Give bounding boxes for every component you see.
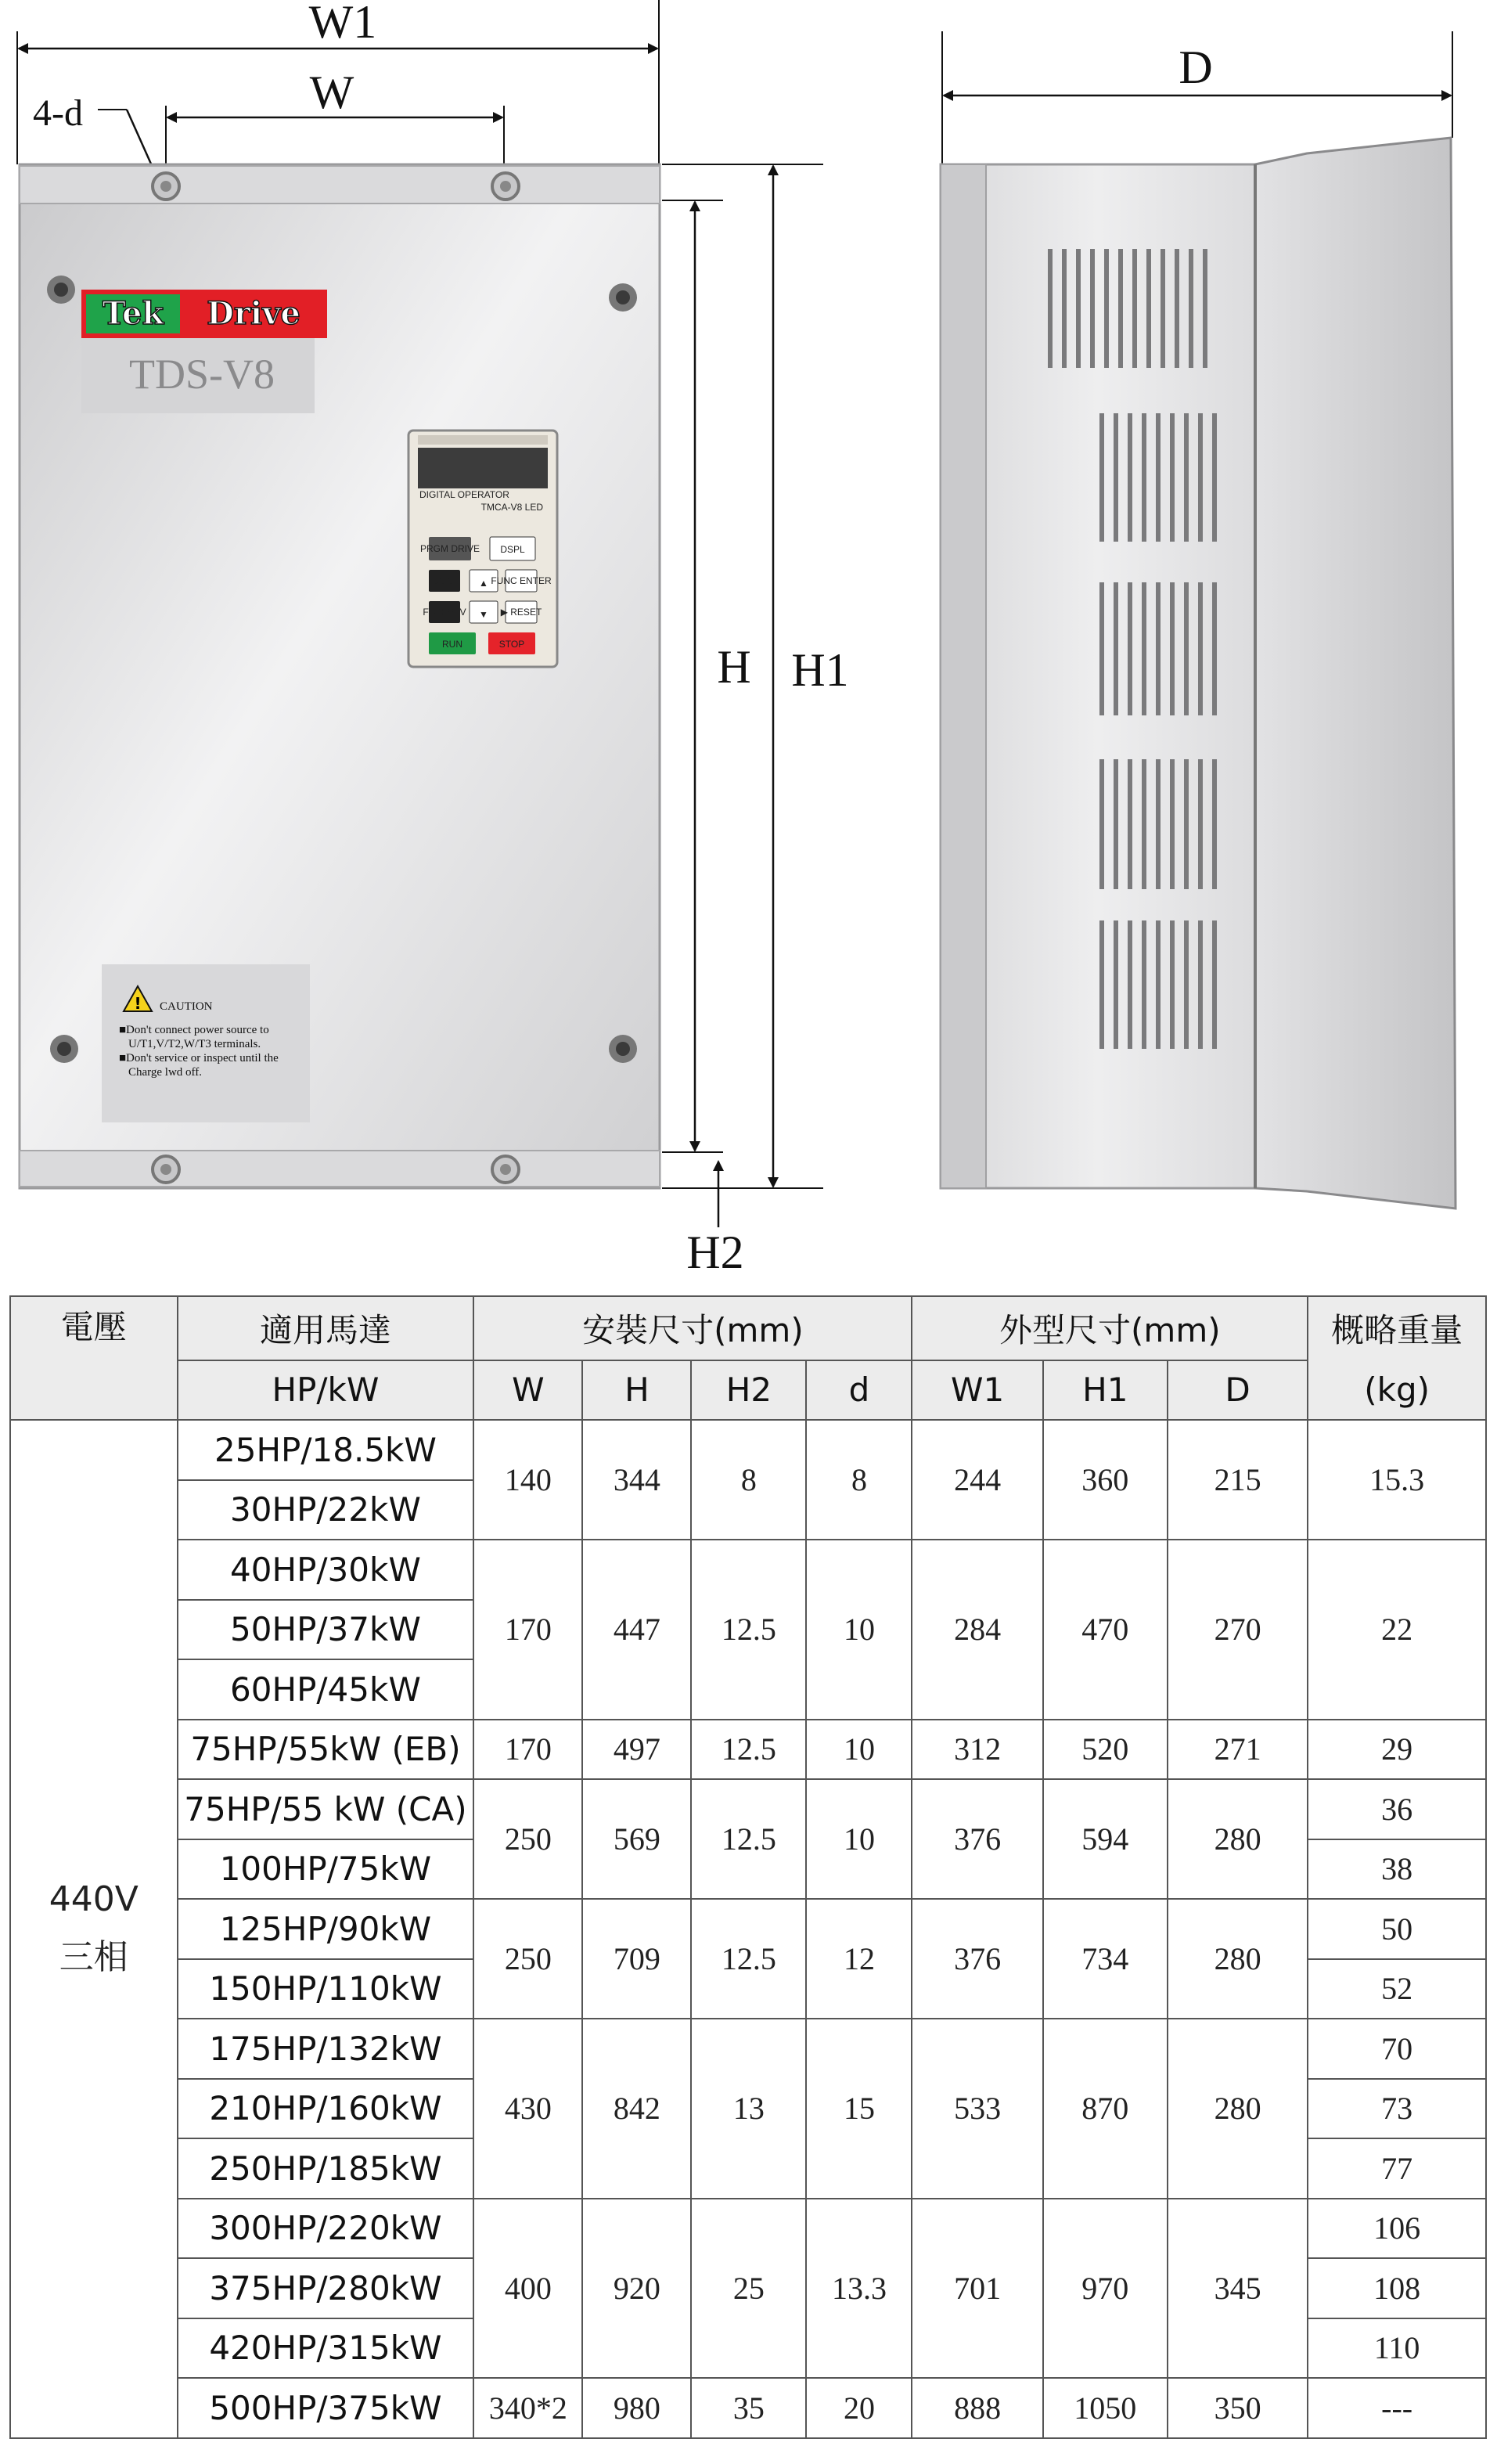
weight-cell: 36 <box>1308 1779 1486 1839</box>
top-mounting-rail <box>20 166 660 204</box>
dim-d: 15 <box>806 2019 912 2199</box>
dim-h: 842 <box>582 2019 691 2199</box>
dim-w1: 312 <box>912 1720 1042 1780</box>
motor-cell: 420HP/315kW <box>178 2318 474 2379</box>
weight-cell: 77 <box>1308 2138 1486 2199</box>
header-motor-unit: HP/kW <box>178 1360 474 1421</box>
motor-cell: 25HP/18.5kW <box>178 1420 474 1480</box>
h-label: H <box>717 641 751 693</box>
header-weight: 概略重量 <box>1308 1296 1486 1360</box>
dim-h: 709 <box>582 1899 691 2019</box>
dim-h1: 870 <box>1043 2019 1168 2199</box>
svg-text:■Don't service or inspect unti: ■Don't service or inspect until the <box>119 1052 279 1064</box>
header-h1: H1 <box>1043 1360 1168 1421</box>
mounting-hole-icon <box>153 173 179 200</box>
operator-title: DIGITAL OPERATOR <box>419 489 509 500</box>
dim-w: 170 <box>473 1540 582 1720</box>
weight-cell: 52 <box>1308 1959 1486 2019</box>
dim-dd: 345 <box>1168 2199 1308 2379</box>
weight-cell: 29 <box>1308 1720 1486 1780</box>
dim-d: 10 <box>806 1540 912 1720</box>
header-d: d <box>806 1360 912 1421</box>
hole-label: 4-d <box>33 92 83 134</box>
dim-h: 447 <box>582 1540 691 1720</box>
brand-logo <box>81 290 327 413</box>
motor-cell: 500HP/375kW <box>178 2378 474 2438</box>
side-view <box>941 31 1456 1209</box>
dim-h2: 13 <box>691 2019 806 2199</box>
dim-h: 344 <box>582 1420 691 1540</box>
svg-text:CAUTION: CAUTION <box>160 1000 213 1013</box>
mounting-hole-icon <box>492 173 519 200</box>
motor-cell: 300HP/220kW <box>178 2199 474 2259</box>
w-label: W <box>309 67 354 118</box>
table-row <box>10 1420 1486 1480</box>
header-h: H <box>582 1360 691 1421</box>
weight-cell: --- <box>1308 2378 1486 2438</box>
dim-d: 12 <box>806 1899 912 2019</box>
motor-cell: 375HP/280kW <box>178 2258 474 2318</box>
dim-w1: 376 <box>912 1779 1042 1899</box>
dim-w1: 284 <box>912 1540 1042 1720</box>
table-row <box>10 2199 1486 2259</box>
dim-w1: 888 <box>912 2378 1042 2438</box>
weight-cell: 50 <box>1308 1899 1486 1959</box>
weight-cell: 70 <box>1308 2019 1486 2079</box>
dim-h2: 12.5 <box>691 1899 806 2019</box>
bottom-mounting-rail <box>20 1151 660 1187</box>
motor-cell: 75HP/55 kW (CA) <box>178 1779 474 1839</box>
header-outline-dims: 外型尺寸(mm) <box>912 1296 1308 1360</box>
dim-h1: 1050 <box>1043 2378 1168 2438</box>
dim-d: 8 <box>806 1420 912 1540</box>
table-row <box>10 1540 1486 1600</box>
header-weight-unit: (kg) <box>1308 1360 1486 1421</box>
dim-w1: 376 <box>912 1899 1042 2019</box>
svg-text:Tek: Tek <box>102 295 164 332</box>
dim-h1: 594 <box>1043 1779 1168 1899</box>
svg-text:▶ RESET: ▶ RESET <box>500 607 542 618</box>
svg-text:FWD REV: FWD REV <box>423 607 466 618</box>
svg-text:FUNC ENTER: FUNC ENTER <box>491 575 552 586</box>
svg-text:▲: ▲ <box>479 578 488 589</box>
h2-label: H2 <box>686 1227 744 1278</box>
weight-cell: 22 <box>1308 1540 1486 1720</box>
svg-text:PRGM DRIVE: PRGM DRIVE <box>419 543 480 554</box>
dim-h2: 25 <box>691 2199 806 2379</box>
weight-cell: 110 <box>1308 2318 1486 2379</box>
dim-dd: 271 <box>1168 1720 1308 1780</box>
header-w: W <box>473 1360 582 1421</box>
screw-icon <box>47 276 75 304</box>
svg-text:DSPL: DSPL <box>500 544 525 555</box>
dim-w1: 244 <box>912 1420 1042 1540</box>
svg-text:U/T1,V/T2,W/T3 terminals.: U/T1,V/T2,W/T3 terminals. <box>128 1038 261 1050</box>
motor-cell: 50HP/37kW <box>178 1600 474 1660</box>
dim-d: 13.3 <box>806 2199 912 2379</box>
weight-cell: 73 <box>1308 2079 1486 2139</box>
weight-cell: 106 <box>1308 2199 1486 2259</box>
led-display <box>418 448 548 488</box>
dim-h: 920 <box>582 2199 691 2379</box>
svg-text:JOG: JOG <box>434 575 455 586</box>
header-voltage: 電壓 <box>10 1296 178 1360</box>
dim-h1: 734 <box>1043 1899 1168 2019</box>
svg-text:■Don't connect power source to: ■Don't connect power source to <box>119 1024 269 1036</box>
motor-cell: 125HP/90kW <box>178 1899 474 1959</box>
dim-w1: 701 <box>912 2199 1042 2379</box>
table-row <box>10 1720 1486 1780</box>
dim-h2: 12.5 <box>691 1779 806 1899</box>
weight-cell: 15.3 <box>1308 1420 1486 1540</box>
dim-h: 497 <box>582 1720 691 1780</box>
header-install-dims: 安裝尺寸(mm) <box>473 1296 912 1360</box>
h1-label: H1 <box>791 644 849 696</box>
dim-dd: 270 <box>1168 1540 1308 1720</box>
operator-subtitle: TMCA-V8 LED <box>480 502 543 513</box>
motor-cell: 150HP/110kW <box>178 1959 474 2019</box>
motor-cell: 250HP/185kW <box>178 2138 474 2199</box>
motor-cell: 40HP/30kW <box>178 1540 474 1600</box>
dim-h: 569 <box>582 1779 691 1899</box>
dim-w: 140 <box>473 1420 582 1540</box>
weight-cell: 108 <box>1308 2258 1486 2318</box>
screw-icon <box>50 1035 78 1063</box>
digital-operator-keypad <box>408 430 557 667</box>
mounting-hole-icon <box>492 1156 519 1183</box>
table-row <box>10 2378 1486 2438</box>
screw-icon <box>609 1035 637 1063</box>
motor-cell: 210HP/160kW <box>178 2079 474 2139</box>
svg-text:Drive: Drive <box>207 295 300 332</box>
side-door <box>1255 138 1456 1209</box>
dim-w: 400 <box>473 2199 582 2379</box>
header-dd: D <box>1168 1360 1308 1421</box>
dim-d: 10 <box>806 1720 912 1780</box>
dim-dd: 215 <box>1168 1420 1308 1540</box>
weight-cell: 38 <box>1308 1839 1486 1900</box>
dim-d: 10 <box>806 1779 912 1899</box>
dim-w: 250 <box>473 1899 582 2019</box>
table-row <box>10 1779 1486 1839</box>
svg-text:Charge lwd off.: Charge lwd off. <box>128 1066 203 1079</box>
dim-h1: 970 <box>1043 2199 1168 2379</box>
w1-label: W1 <box>308 0 377 48</box>
dim-h2: 12.5 <box>691 1540 806 1720</box>
voltage-cell: 440V 三相 <box>10 1420 178 2438</box>
table-row <box>10 2019 1486 2079</box>
svg-text:RUN: RUN <box>442 639 462 650</box>
header-h2: H2 <box>691 1360 806 1421</box>
table-row <box>10 1899 1486 1959</box>
dim-h2: 35 <box>691 2378 806 2438</box>
motor-cell: 60HP/45kW <box>178 1659 474 1720</box>
mounting-hole-icon <box>153 1156 179 1183</box>
dim-h2: 8 <box>691 1420 806 1540</box>
dim-h1: 470 <box>1043 1540 1168 1720</box>
front-view <box>17 0 849 1278</box>
dim-w: 170 <box>473 1720 582 1780</box>
motor-cell: 30HP/22kW <box>178 1480 474 1540</box>
dim-dd: 280 <box>1168 2019 1308 2199</box>
dim-h2: 12.5 <box>691 1720 806 1780</box>
dim-h: 980 <box>582 2378 691 2438</box>
dim-h1: 520 <box>1043 1720 1168 1780</box>
side-panel <box>941 164 1255 1188</box>
dimension-spec-table <box>9 1295 1487 2439</box>
dim-dd: 280 <box>1168 1899 1308 2019</box>
motor-cell: 75HP/55kW (EB) <box>178 1720 474 1780</box>
motor-cell: 175HP/132kW <box>178 2019 474 2079</box>
dim-w: 430 <box>473 2019 582 2199</box>
header-w1: W1 <box>912 1360 1042 1421</box>
dim-d: 20 <box>806 2378 912 2438</box>
screw-icon <box>609 283 637 312</box>
svg-text:!: ! <box>134 994 142 1013</box>
header-motor: 適用馬達 <box>178 1296 474 1360</box>
dim-dd: 280 <box>1168 1779 1308 1899</box>
dim-w1: 533 <box>912 2019 1042 2199</box>
svg-text:STOP: STOP <box>498 639 525 650</box>
dim-dd: 350 <box>1168 2378 1308 2438</box>
dim-w: 250 <box>473 1779 582 1899</box>
model-label: TDS-V8 <box>129 351 275 398</box>
header-voltage-blank <box>10 1360 178 1421</box>
motor-cell: 100HP/75kW <box>178 1839 474 1900</box>
dim-h1: 360 <box>1043 1420 1168 1540</box>
d-label: D <box>1179 41 1213 93</box>
svg-text:▼: ▼ <box>479 609 488 620</box>
caution-label <box>102 964 310 1122</box>
dim-w: 340*2 <box>473 2378 582 2438</box>
